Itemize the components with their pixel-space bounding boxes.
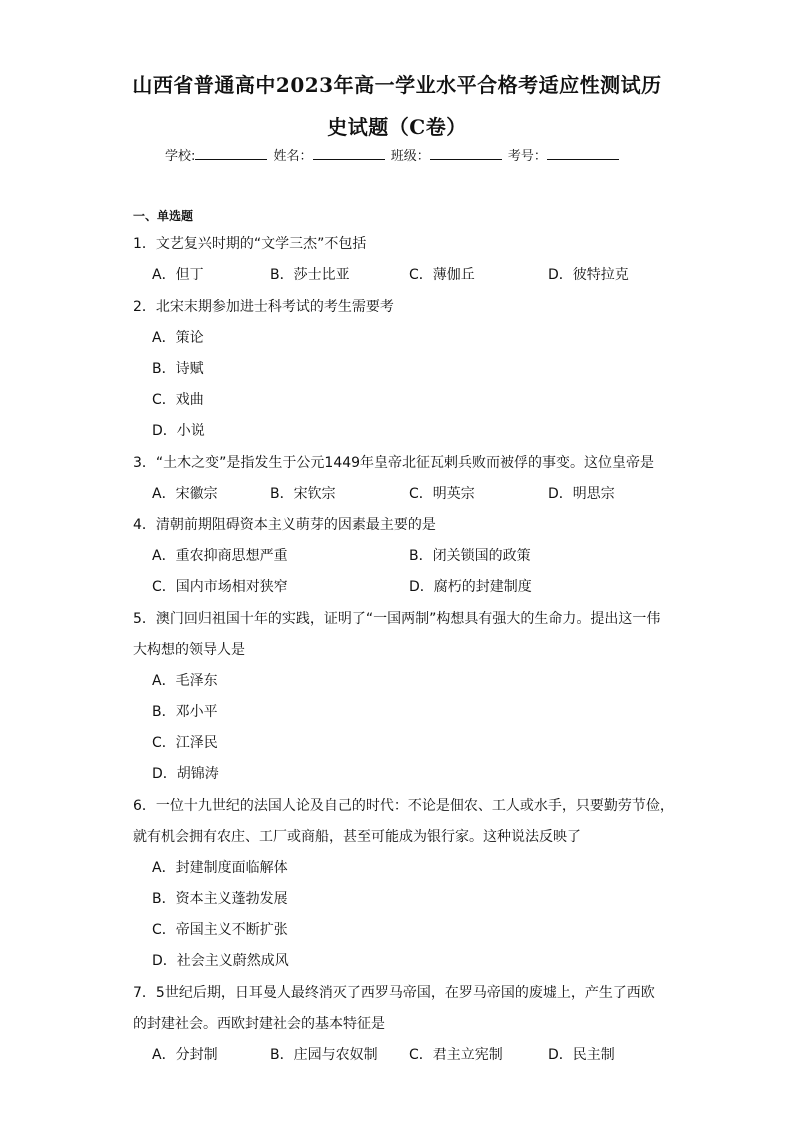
question-7-option-c[interactable]: C．君主立宪制 bbox=[409, 1047, 503, 1063]
name-blank[interactable] bbox=[313, 147, 385, 160]
student-info-line bbox=[165, 145, 621, 164]
question-3-option-d[interactable]: D．明思宗 bbox=[548, 486, 615, 502]
question-1-stem-line-1: 1．文艺复兴时期的“文学三杰”不包括 bbox=[133, 236, 367, 252]
question-6-option-c[interactable]: C．帝国主义不断扩张 bbox=[152, 922, 288, 938]
class-blank[interactable] bbox=[430, 147, 502, 160]
question-6-option-b[interactable]: B．资本主义蓬勃发展 bbox=[152, 891, 288, 907]
section-title: 一、单选题 bbox=[133, 209, 194, 223]
question-4-option-c[interactable]: C．国内市场相对狭窄 bbox=[152, 579, 288, 595]
question-6-option-d[interactable]: D．社会主义蔚然成风 bbox=[152, 953, 289, 969]
question-6-stem-line-2: 就有机会拥有农庄、工厂或商船，甚至可能成为银行家。这种说法反映了 bbox=[133, 829, 581, 845]
exam-title-line-2: 史试题（C卷） bbox=[327, 115, 467, 139]
question-1-option-a[interactable]: A．但丁 bbox=[152, 267, 204, 283]
question-2-stem-line-1: 2．北宋末期参加进士科考试的考生需要考 bbox=[133, 299, 394, 315]
class-label: 班级： bbox=[390, 149, 430, 164]
question-1-option-b[interactable]: B．莎士比亚 bbox=[270, 267, 350, 283]
school-blank[interactable] bbox=[195, 147, 267, 160]
question-4-option-a[interactable]: A．重农抑商思想严重 bbox=[152, 548, 288, 564]
question-7-option-d[interactable]: D．民主制 bbox=[548, 1047, 615, 1063]
question-7-stem-line-2: 的封建社会。西欧封建社会的基本特征是 bbox=[133, 1016, 385, 1032]
question-5-option-c[interactable]: C．江泽民 bbox=[152, 735, 218, 751]
question-7-option-a[interactable]: A．分封制 bbox=[152, 1047, 218, 1063]
question-5-option-d[interactable]: D．胡锦涛 bbox=[152, 766, 219, 782]
question-2-option-a[interactable]: A．策论 bbox=[152, 330, 204, 346]
question-3-option-b[interactable]: B．宋钦宗 bbox=[270, 486, 336, 502]
question-2-option-d[interactable]: D．小说 bbox=[152, 423, 205, 439]
question-2-option-b[interactable]: B．诗赋 bbox=[152, 361, 204, 377]
question-3-options bbox=[152, 483, 672, 503]
question-7-stem-line-1: 7．5世纪后期，日耳曼人最终消灭了西罗马帝国，在罗马帝国的废墟上，产生了西欧 bbox=[133, 985, 655, 1001]
question-6-stem-line-1: 6．一位十九世纪的法国人论及自己的时代：不论是佃农、工人或水手，只要勤劳节俭， bbox=[133, 798, 674, 814]
question-3-option-c[interactable]: C．明英宗 bbox=[409, 486, 475, 502]
question-3-option-a[interactable]: A．宋徽宗 bbox=[152, 486, 218, 502]
question-3-stem-line-1: 3．“土木之变”是指发生于公元1449年皇帝北征瓦剌兵败而被俘的事变。这位皇帝是 bbox=[133, 455, 655, 471]
number-blank[interactable] bbox=[547, 147, 619, 160]
question-7-option-b[interactable]: B．庄园与农奴制 bbox=[270, 1047, 378, 1063]
question-5-stem-line-1: 5．澳门回归祖国十年的实践，证明了“一国两制”构想具有强大的生命力。提出这一伟 bbox=[133, 611, 661, 627]
question-6-option-a[interactable]: A．封建制度面临解体 bbox=[152, 860, 288, 876]
school-label: 学校: bbox=[165, 149, 196, 164]
number-label: 考号： bbox=[507, 149, 547, 164]
question-4-options-row-1 bbox=[152, 545, 672, 565]
question-4-stem-line-1: 4．清朝前期阻碍资本主义萌芽的因素最主要的是 bbox=[133, 517, 436, 533]
exam-title-line-1: 山西省普通高中2023年高一学业水平合格考适应性测试历 bbox=[132, 73, 662, 97]
question-1-option-c[interactable]: C．薄伽丘 bbox=[409, 267, 475, 283]
name-label: 姓名： bbox=[273, 149, 313, 164]
question-7-options bbox=[152, 1044, 672, 1064]
question-4-options-row-2 bbox=[152, 576, 672, 596]
question-5-stem-line-2: 大构想的领导人是 bbox=[133, 642, 245, 658]
question-1-options bbox=[152, 264, 672, 284]
question-2-option-c[interactable]: C．戏曲 bbox=[152, 392, 204, 408]
question-5-option-a[interactable]: A．毛泽东 bbox=[152, 673, 218, 689]
question-4-option-d[interactable]: D．腐朽的封建制度 bbox=[409, 579, 532, 595]
question-1-option-d[interactable]: D．彼特拉克 bbox=[548, 267, 629, 283]
question-4-option-b[interactable]: B．闭关锁国的政策 bbox=[409, 548, 531, 564]
question-5-option-b[interactable]: B．邓小平 bbox=[152, 704, 218, 720]
